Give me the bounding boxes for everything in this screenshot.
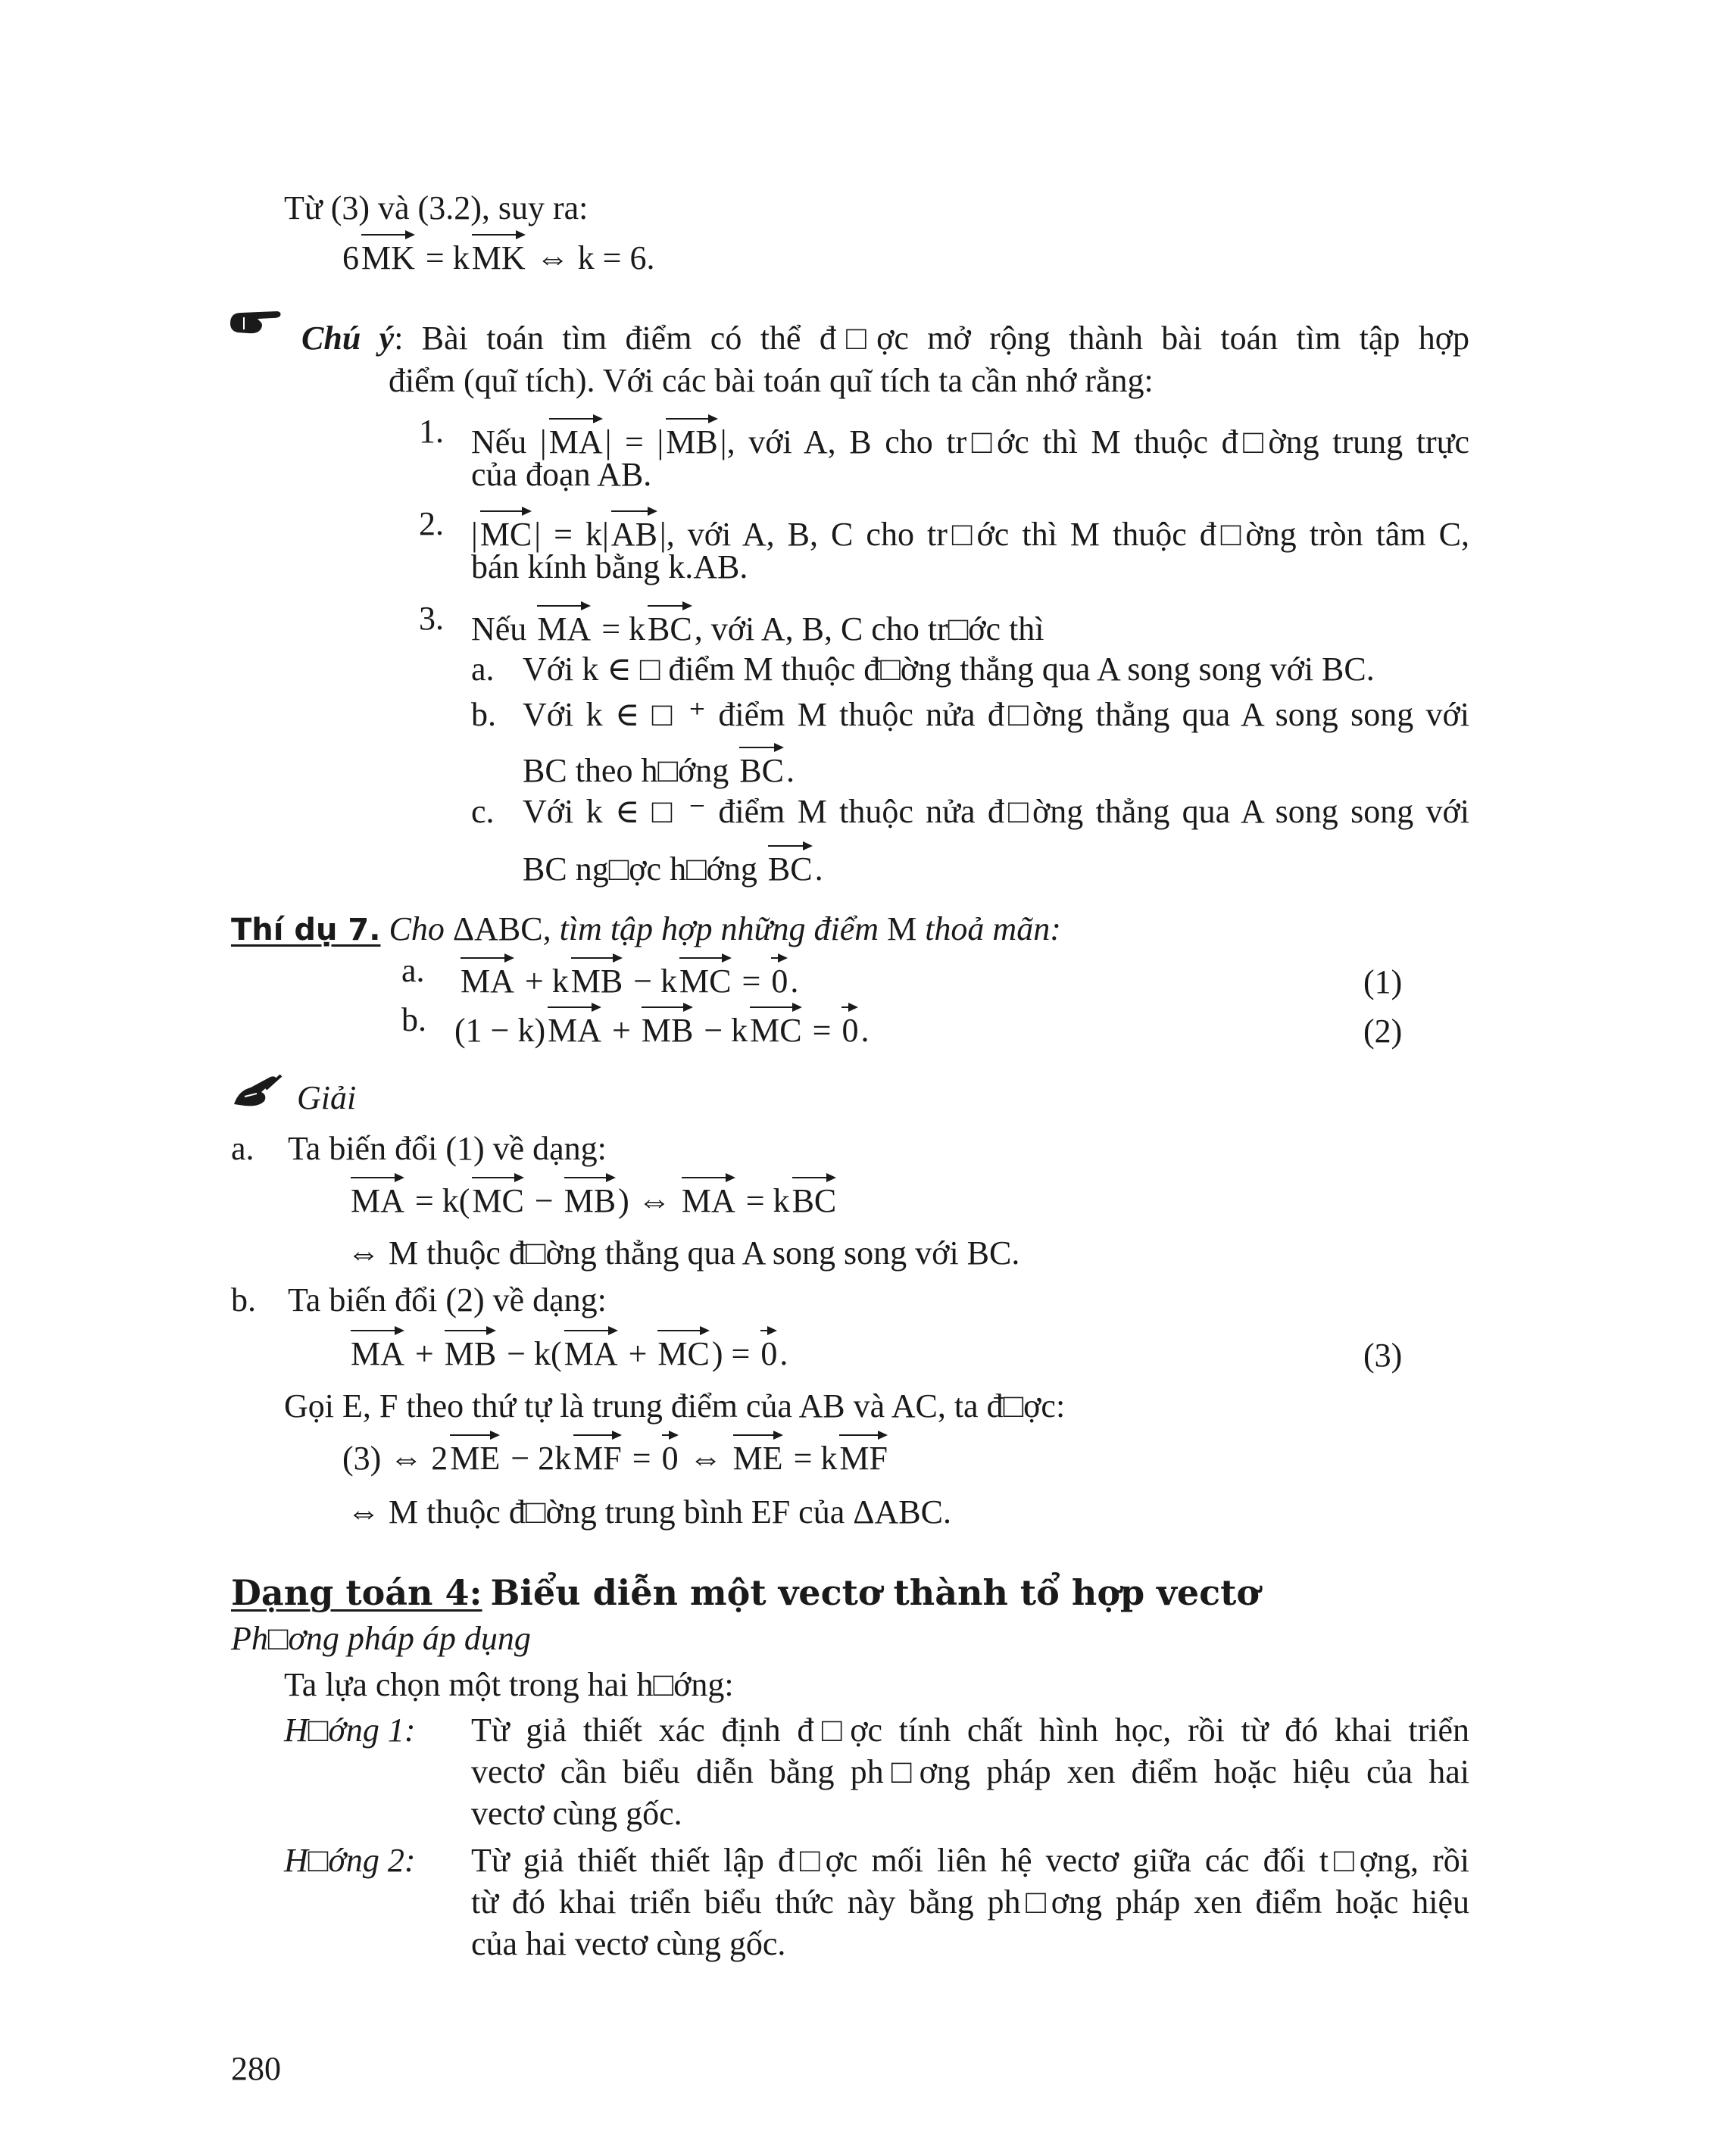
section-method: Ph□ơng pháp áp dụng: [231, 1620, 531, 1657]
example-eq-a: MA + kMB − kMC = 0.: [458, 954, 798, 998]
note-item-3-num: 3.: [419, 600, 444, 637]
direction-2-label: H□ớng 2:: [284, 1842, 416, 1879]
page-number: 280: [231, 2050, 281, 2087]
note-sub-c-line-2: BC ng□ợc h□ớng BC.: [523, 842, 823, 886]
note-item-3: Nếu MA = kBC, với A, B, C cho tr□ớc thì: [471, 602, 1044, 646]
note-item-2-num: 2.: [419, 505, 444, 542]
section-label: Dạng toán 4:: [231, 1572, 482, 1613]
intro-line: Từ (3) và (3.2), suy ra:: [284, 189, 589, 226]
solution-a-label: a.: [231, 1130, 254, 1167]
direction-2-line-2: từ đó khai triển biểu thức này bằng ph□ơng pháp xen điểm hoặc hiệu: [471, 1883, 1469, 1921]
intro-equation: 6MK = kMK ⇔ k = 6.: [342, 231, 654, 275]
pointing-hand-icon: [227, 307, 283, 337]
solution-a-conclusion: ⇔ M thuộc đ□ờng thẳng qua A song song với BC.: [347, 1234, 1020, 1272]
note-item-1-line-2: của đoạn AB.: [471, 456, 652, 493]
direction-1-line-3: vectơ cùng gốc.: [471, 1795, 682, 1832]
direction-1-line-1: Từ giả thiết xác định đ□ợc tính chất hình học, rồi từ đó khai triển: [471, 1712, 1469, 1749]
note-item-1: Nếu |MA| = |MB|, với A, B cho tr□ớc thì M thuộc đ□ờng trung trực: [471, 415, 1469, 459]
direction-2-line-1: Từ giả thiết thiết lập đ□ợc mối liên hệ vectơ giữa các đối t□ợng, rồi: [471, 1842, 1469, 1879]
note-line-1: Chú ý: Bài toán tìm điểm có thể đ□ợc mở rộng thành bài toán tìm tập hợp: [301, 320, 1469, 357]
solution-b-conclusion: ⇔ M thuộc đ□ờng trung bình EF của ΔABC.: [347, 1493, 951, 1531]
note-sub-b: Với k ∈ □ ⁺ điểm M thuộc nửa đ□ờng thẳng qua A song song với: [523, 696, 1469, 733]
solution-b-equation-number: (3): [1363, 1337, 1403, 1374]
solution-b-equation: MA + MB − k(MA + MC) = 0.: [348, 1327, 788, 1371]
solution-a-text: Ta biến đổi (1) về dạng:: [288, 1130, 607, 1167]
writing-hand-icon: [231, 1074, 284, 1109]
solution-a-equation: MA = k(MC − MB) ⇔ MA = kBC: [348, 1174, 838, 1218]
example-eq-a-label: a.: [401, 952, 425, 989]
section-heading: [231, 1572, 1260, 1613]
note-item-2: |MC| = k|AB|, với A, B, C cho tr□ớc thì M thuộc đ□ờng tròn tâm C,: [471, 507, 1469, 551]
note-sub-b-line-2: BC theo h□ớng BC.: [523, 744, 795, 788]
note-sub-a-label: a.: [471, 651, 495, 688]
example-eq-a-number: (1): [1363, 963, 1403, 1000]
note-sub-c: Với k ∈ □ ⁻ điểm M thuộc nửa đ□ờng thẳng qua A song song với: [523, 793, 1469, 830]
solution-b-text: Ta biến đổi (2) về dạng:: [288, 1281, 607, 1318]
example-eq-b: (1 − k)MA + MB − kMC = 0.: [454, 1003, 869, 1047]
note-sub-b-label: b.: [471, 696, 496, 733]
example-eq-b-label: b.: [401, 1001, 426, 1038]
direction-2-line-3: của hai vectơ cùng gốc.: [471, 1925, 786, 1962]
section-title: Biểu diễn một vectơ thành tổ hợp vectơ: [490, 1572, 1260, 1613]
section-intro: Ta lựa chọn một trong hai h□ớng:: [284, 1666, 734, 1703]
note-item-1-num: 1.: [419, 413, 444, 450]
solution-b-label: b.: [231, 1281, 256, 1318]
example-label: Thí dụ 7.: [231, 913, 381, 947]
example-eq-b-number: (2): [1363, 1013, 1403, 1050]
direction-1-label: H□ớng 1:: [284, 1712, 416, 1749]
solution-b-line: Gọi E, F theo thứ tự là trung điểm của AB và AC, ta đ□ợc:: [284, 1387, 1066, 1425]
solution-label: Giải: [297, 1079, 357, 1116]
example-heading: Thí dụ 7. Cho ΔABC, tìm tập hợp những điểm M thoả mãn:: [231, 910, 1061, 947]
note-sub-a: Với k ∈ □ điểm M thuộc đ□ờng thẳng qua A song song với BC.: [523, 651, 1375, 688]
note-line-2: điểm (quĩ tích). Với các bài toán quĩ tích ta cần nhớ rằng:: [389, 362, 1154, 399]
solution-b-equation-2: (3) ⇔ 2ME − 2kMF = 0 ⇔ ME = kMF: [342, 1431, 890, 1475]
note-sub-c-label: c.: [471, 793, 495, 830]
direction-1-line-2: vectơ cần biểu diễn bằng ph□ơng pháp xen điểm hoặc hiệu của hai: [471, 1753, 1469, 1790]
note-item-2-line-2: bán kính bằng k.AB.: [471, 548, 748, 585]
